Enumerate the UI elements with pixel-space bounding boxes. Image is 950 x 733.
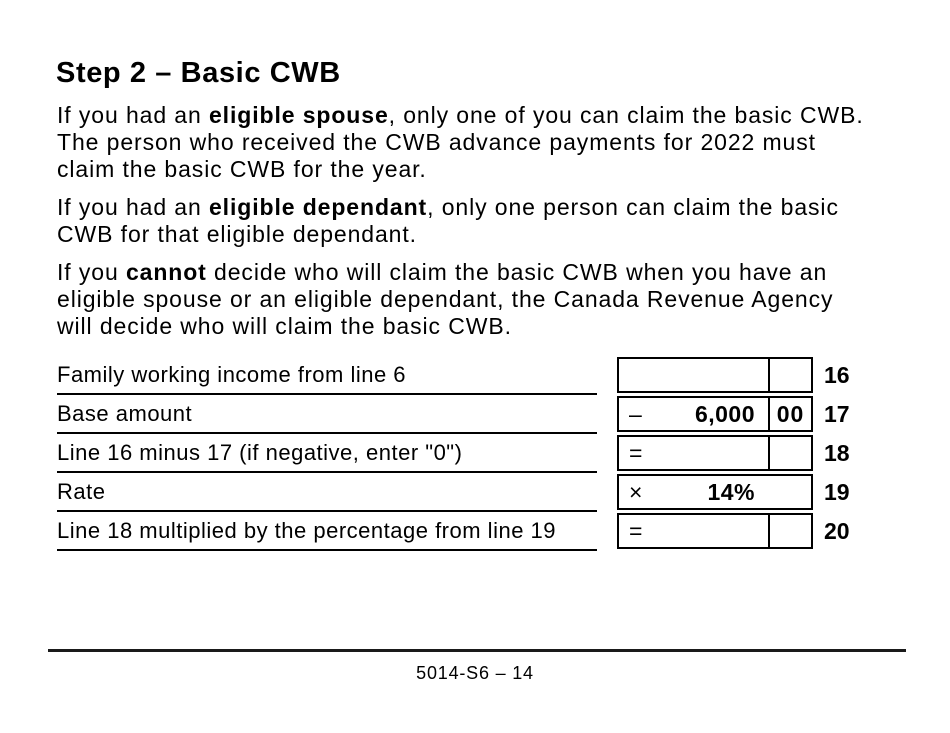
paragraph-line: If you had an eligible spouse, only one of you can claim the basic CWB. [57,102,864,128]
amount-value [651,359,768,391]
operator: = [629,517,643,544]
worksheet-row-line16 [57,357,897,396]
row-label: Line 18 multiplied by the percentage from line 19 [57,513,597,551]
cents-value [768,359,811,391]
cents-value [768,515,811,547]
line-number: 20 [824,517,850,544]
operator: × [629,478,643,505]
amount-value [651,515,768,547]
paragraph-line: If you cannot decide who will claim the basic CWB when you have an [57,259,828,285]
worksheet-table [57,357,897,552]
line-number: 19 [824,478,850,505]
line-number: 18 [824,439,850,466]
paragraph-cannot-decide [57,259,833,340]
worksheet-row-line19 [57,474,897,513]
line-number: 16 [824,361,850,388]
footer-divider [48,649,906,652]
worksheet-row-line18 [57,435,897,474]
worksheet-row-line17 [57,396,897,435]
bold-term: cannot [125,259,207,285]
amount-box-line18 [617,435,813,471]
row-label: Rate [57,474,597,512]
paragraph-line: claim the basic CWB for the year. [57,156,427,182]
amount-box-line20 [617,513,813,549]
row-label: Base amount [57,396,597,434]
amount-box-line16 [617,357,813,393]
operator: – [629,400,642,427]
row-label: Family working income from line 6 [57,357,597,395]
cents-value: 00 [768,398,811,430]
paragraph-eligible-dependant [57,194,839,248]
paragraph-line: If you had an eligible dependant, only one person can claim the basic [57,194,839,220]
bold-term: eligible spouse [208,102,389,128]
cents-value [768,437,811,469]
amount-value [651,437,768,469]
paragraph-eligible-spouse [57,102,864,183]
amount-value: 6,000 [694,400,755,427]
operator [619,359,651,391]
paragraph-line: will decide who will claim the basic CWB. [57,313,512,339]
amount-value: 14% [707,478,755,505]
operator: = [629,439,643,466]
cents-value [768,476,811,508]
paragraph-line: The person who received the CWB advance payments for 2022 must [57,129,816,155]
row-label: Line 16 minus 17 (if negative, enter "0") [57,435,597,473]
section-heading: Step 2 – Basic CWB [56,57,341,89]
amount-box-line19 [617,474,813,510]
bold-term: eligible dependant [208,194,428,220]
paragraph-line: CWB for that eligible dependant. [57,221,417,247]
line-number: 17 [824,400,850,427]
page-footer-id: 5014-S6 – 14 [416,663,534,683]
worksheet-row-line20 [57,513,897,552]
amount-box-line17 [617,396,813,432]
paragraph-line: eligible spouse or an eligible dependant, the Canada Revenue Agency [57,286,834,312]
